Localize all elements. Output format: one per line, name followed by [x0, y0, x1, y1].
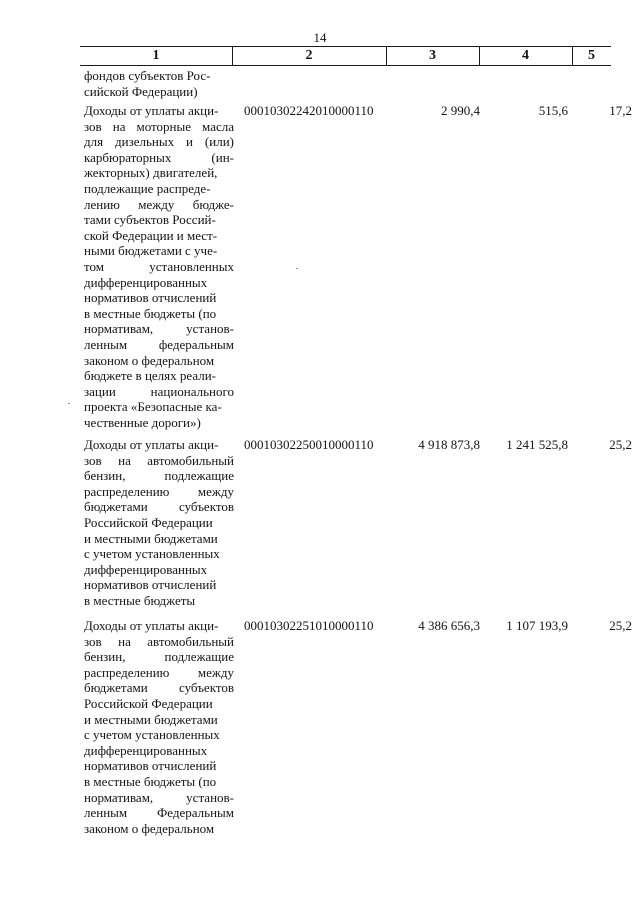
- description-line: карбюраторных (ин-: [84, 149, 234, 165]
- row-description: [84, 103, 234, 430]
- description-line: фондов субъектов Рос-: [84, 68, 211, 83]
- row-value-col5: 25,2: [609, 618, 632, 633]
- description-line: нормативов отчислений: [84, 758, 217, 774]
- description-line: нормативам, установ-: [84, 789, 234, 805]
- description-line: ленным федеральным: [84, 336, 234, 352]
- description-line: сийской Федерации): [84, 83, 198, 99]
- row-value-col5: 25,2: [609, 437, 632, 452]
- row-value-col4: 1 241 525,8: [506, 437, 568, 452]
- description-line: ской Федерации и мест-: [84, 227, 218, 243]
- description-line: для дизельных и (или): [84, 134, 234, 150]
- description-line: распределению между: [84, 664, 234, 680]
- description-line: с учетом установленных: [84, 546, 220, 562]
- header-divider: [572, 46, 573, 66]
- description-line: Российской Федерации: [84, 514, 213, 530]
- description-line: зов на автомобильный: [84, 633, 234, 649]
- header-row: [0, 46, 640, 66]
- row-code: 00010302242010000110: [244, 103, 374, 118]
- header-divider: [232, 46, 233, 66]
- description-line: зации национального: [84, 383, 234, 399]
- description-line: Доходы от уплаты акци-: [84, 103, 219, 118]
- description-line: законом о федеральном: [84, 352, 215, 368]
- row-value-col5: 17,2: [609, 103, 632, 118]
- description-line: законом о федеральном: [84, 820, 215, 836]
- scan-speck: [68, 403, 70, 404]
- column-header-5: 5: [588, 48, 595, 63]
- column-header-3: 3: [429, 48, 436, 63]
- scan-speck: [296, 268, 298, 269]
- description-line: нормативов отчислений: [84, 577, 217, 593]
- column-header-1: 1: [152, 48, 160, 63]
- row-value-col3: 4 386 656,3: [418, 618, 480, 633]
- row-value-col3: 2 990,4: [441, 103, 480, 118]
- description-line: тами субъектов Россий-: [84, 212, 216, 228]
- row-description: [84, 437, 234, 609]
- description-line: бюджетами субъектов: [84, 499, 234, 515]
- description-line: Доходы от уплаты акци-: [84, 437, 219, 452]
- header-divider: [479, 46, 480, 66]
- description-line: лению между бюдже-: [84, 196, 234, 212]
- description-line: и местными бюджетами: [84, 711, 218, 727]
- column-header-2: 2: [305, 48, 313, 63]
- description-line: Российской Федерации: [84, 695, 213, 711]
- description-line: подлежащие распреде-: [84, 180, 211, 196]
- description-line: распределению между: [84, 483, 234, 499]
- description-line: в местные бюджеты (по: [84, 305, 217, 321]
- header-divider: [386, 46, 387, 66]
- description-line: с учетом установленных: [84, 727, 220, 743]
- row-code: 00010302251010000110: [244, 618, 374, 633]
- description-line: бюджете в целях реали-: [84, 368, 216, 384]
- description-line: дифференцированных: [84, 274, 208, 290]
- page-number: 14: [313, 30, 327, 45]
- header-bottom-rule: [80, 65, 611, 66]
- row-code: 00010302250010000110: [244, 437, 374, 452]
- row-description: [84, 68, 234, 99]
- description-line: в местные бюджеты (по: [84, 773, 217, 789]
- description-line: нормативов отчислений: [84, 290, 217, 306]
- description-line: Доходы от уплаты акци-: [84, 618, 219, 633]
- description-line: в местные бюджеты: [84, 592, 196, 608]
- description-line: жекторных) двигателей,: [84, 165, 218, 181]
- description-line: чественные дороги»): [84, 414, 201, 430]
- description-line: дифференцированных: [84, 561, 208, 577]
- row-description: [84, 618, 234, 836]
- row-value-col3: 4 918 873,8: [418, 437, 480, 452]
- description-line: бюджетами субъектов: [84, 680, 234, 696]
- description-line: нормативам, установ-: [84, 321, 234, 337]
- description-line: том установленных: [84, 258, 234, 274]
- row-value-col4: 1 107 193,9: [506, 618, 568, 633]
- row-value-col4: 515,6: [538, 103, 568, 118]
- description-line: дифференцированных: [84, 742, 208, 758]
- description-line: ными бюджетами с уче-: [84, 243, 218, 259]
- description-line: ленным Федеральным: [84, 805, 234, 821]
- description-line: зов на моторные масла: [84, 118, 234, 134]
- description-line: и местными бюджетами: [84, 530, 218, 546]
- description-line: зов на автомобильный: [84, 452, 234, 468]
- description-line: проекта «Безопасные ка-: [84, 399, 222, 415]
- description-line: бензин, подлежащие: [84, 468, 234, 484]
- column-header-4: 4: [522, 48, 529, 63]
- description-line: бензин, подлежащие: [84, 649, 234, 665]
